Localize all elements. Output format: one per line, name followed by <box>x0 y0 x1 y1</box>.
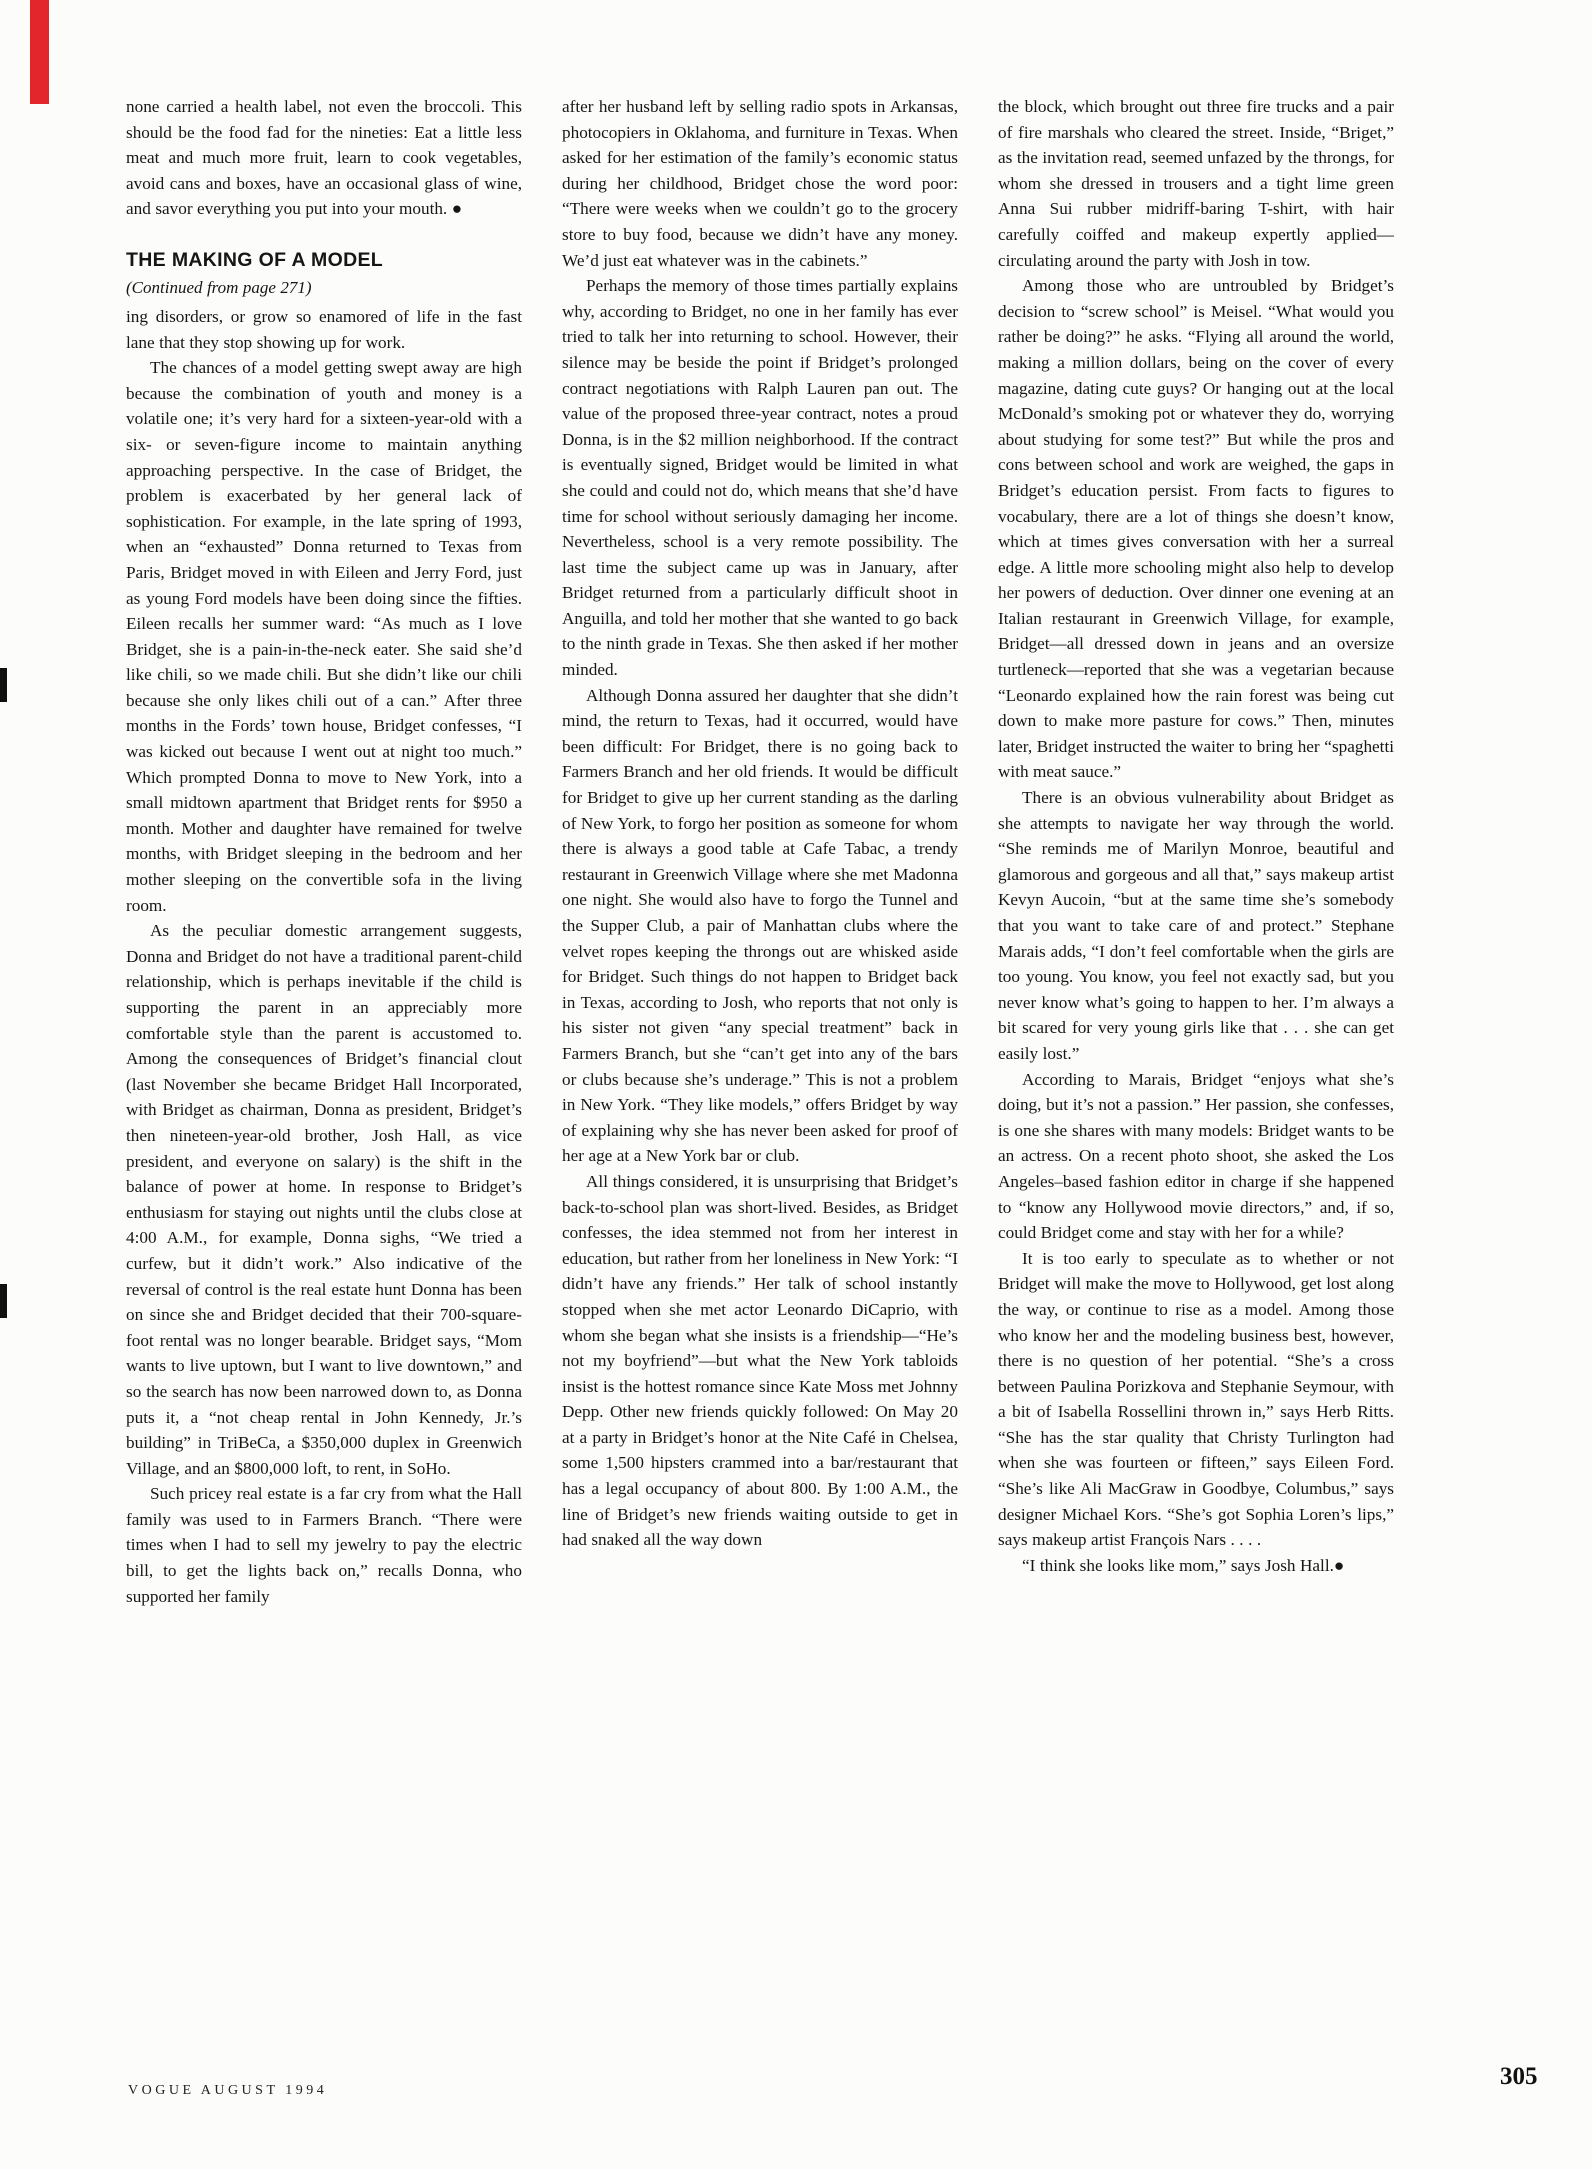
body-paragraph: Among those who are untroubled by Bridget’s decision to “screw school” is Meisel. “What would you rather be doing?” he asks. “Flying all around the world, making a million dollars, being on the cover of every magazine, dating cute guys? Or hanging out at the local McDonald’s smoking pot or whatever they do, worrying about studying for some test?” But while the pros and cons between school and work are weighed, the gaps in Bridget’s education persist. From facts to figures to vocabulary, there are a lot of things she doesn’t know, which at times gives conversation with her a surreal edge. A little more schooling might also help to develop her powers of deduction. Over dinner one evening at an Italian restaurant in Greenwich Village, for example, Bridget—all dressed down in jeans and an oversize turtleneck—reported that she was a vegetarian because “Leonardo explained how the rain forest was being cut down to make more pasture for cows.” Then, minutes later, Bridget instructed the waiter to bring her “spaghetti with meat sauce.” <box>998 276 1394 782</box>
body-paragraph: Such pricey real estate is a far cry from what the Hall family was used to in Farmers Branch. “There were times when I had to sell my jewelry to pay the electric bill, to get the lights back on,” recalls Donna, who supported her family <box>126 1484 522 1606</box>
body-paragraph: According to Marais, Bridget “enjoys what she’s doing, but it’s not a passion.” Her passion, she confesses, is one she shares with many models: Bridget wants to be an actress. On a recent photo shoot, she asked the Los Angeles–based fashion editor in charge if she happened to “know any Hollywood movie directors,” and, if so, could Bridget come and stay with her for a while? <box>998 1069 1394 1243</box>
red-edge-mark <box>30 0 49 104</box>
body-paragraph: It is too early to speculate as to whether or not Bridget will make the move to Hollywood, get lost along the way, or continue to rise as a model. Among those who know her and the modeling business best, however, there is no question of her potential. “She’s a cross between Paulina Porizkova and Stephanie Seymour, with a bit of Isabella Rossellini thrown in,” says Herb Ritts. “She has the star quality that Christy Turlington had when she was fourteen or fifteen,” says Eileen Ford. “She’s like Ali MacGraw in Goodbye, Columbus,” says designer Michael Kors. “She’s got Sophia Loren’s lips,” says makeup artist François Nars . . . . <box>998 1248 1394 1550</box>
body-paragraph: Although Donna assured her daughter that she didn’t mind, the return to Texas, had it occurred, would have been difficult: For Bridget, there is no going back to Farmers Branch and her old friends. It would be difficult for Bridget to give up her current standing as the darling of New York, to forgo her position as someone for whom there is always a good table at Cafe Tabac, a trendy restaurant in Greenwich Village where she met Madonna one night. She would also have to forgo the Tunnel and the Supper Club, a pair of Manhattan clubs where the velvet ropes keeping the throngs out are whisked aside for Bridget. Such things do not happen to Bridget back in Texas, according to Josh, who reports that not only is his sister not given “any special treatment” back in Farmers Branch, but she “can’t get into any of the bars or clubs because she’s underage.” This is not a problem in New York. “They like models,” offers Bridget by way of explaining why she has never been asked for proof of her age at a New York bar or club. <box>562 685 958 1166</box>
body-paragraph: “I think she looks like mom,” says Josh Hall.● <box>1022 1555 1345 1575</box>
body-paragraph: All things considered, it is unsurprising that Bridget’s back-to-school plan was short-lived. Besides, as Bridget confesses, the idea stemmed not from her interest in education, but rather from her loneliness in New York: “I didn’t have any friends.” Her talk of school instantly stopped when she met actor Leonardo DiCaprio, with whom she began what she insists is a friendship—“He’s not my boyfriend”—but what the New York tabloids insist is the hottest romance since Kate Moss met Johnny Depp. Other new friends quickly followed: On May 20 at a party in Bridget’s honor at the Nite Café in Chelsea, some 1,500 hipsters crammed into a bar/restaurant that has a legal occupancy of about 800. By 1:00 A.M., the line of Bridget’s new friends waiting outside to get in had snaked all the way down <box>562 1171 958 1550</box>
magazine-footer: VOGUE AUGUST 1994 <box>128 2083 328 2098</box>
registration-mark <box>0 1284 7 1318</box>
page-number: 305 <box>1500 2063 1538 2090</box>
registration-mark <box>0 668 7 702</box>
body-paragraph: after her husband left by selling radio spots in Arkansas, photocopiers in Oklahoma, and furniture in Texas. When asked for her estimation of the family’s economic status during her childhood, Bridget chose the word poor: “There were weeks when we couldn’t go to the grocery store to buy food, because we didn’t have any money. We’d just eat whatever was in the cabinets.” <box>562 97 958 270</box>
column-1 <box>126 94 522 1609</box>
body-paragraph: There is an obvious vulnerability about Bridget as she attempts to navigate her way through the world. “She reminds me of Marilyn Monroe, beautiful and glamorous and gorgeous and all that,” says makeup artist Kevyn Aucoin, “but at the same time she’s somebody that you want to take care of and protect.” Stephane Marais adds, “I don’t feel comfortable when the girls are too young. You know, you feel not exactly sad, but you never know what’s going to happen to her. I’m always a bit scared for very young girls like that . . . she can get easily lost.” <box>998 788 1394 1063</box>
body-paragraph: the block, which brought out three fire trucks and a pair of fire marshals who cleared the street. Inside, “Briget,” as the invitation read, seemed unfazed by the throngs, for whom she dressed in trousers and a tight lime green Anna Sui rubber midriff-baring T-shirt, with hair carefully coiffed and makeup expertly applied—circulating around the party with Josh in tow. <box>998 97 1394 270</box>
column-2 <box>562 94 958 1609</box>
body-paragraph: The chances of a model getting swept away are high because the combination of youth and money is a volatile one; it’s very hard for a sixteen-year-old with a six- or seven-figure income to maintain anything approaching perspective. In the case of Bridget, the problem is exacerbated by her general lack of sophistication. For example, in the late spring of 1993, when an “exhausted” Donna returned to Texas from Paris, Bridget moved in with Eileen and Jerry Ford, just as young Ford models have been doing since the fifties. Eileen recalls her summer ward: “As much as I love Bridget, she is a pain-in-the-neck eater. She said she’d like chili, so we made chili. But she didn’t like our chili because she only likes chili out of a can.” After three months in the Fords’ town house, Bridget confesses, “I was kicked out because I went out at night too much.” Which prompted Donna to move to New York, into a small midtown apartment that Bridget rents for $950 a month. Mother and daughter have remained for twelve months, with Bridget sleeping in the bedroom and her mother sleeping on the convertible sofa in the living room. <box>126 358 522 915</box>
section-heading: THE MAKING OF A MODEL <box>126 248 383 271</box>
body-paragraph: ing disorders, or grow so enamored of life in the fast lane that they stop showing up for work. <box>126 306 522 352</box>
body-paragraph: As the peculiar domestic arrangement suggests, Donna and Bridget do not have a traditional parent-child relationship, which is perhaps inevitable if the child is supporting the parent in an appreciably more comfortable style than the parent is accustomed to. Among the consequences of Bridget’s financial clout (last November she became Bridget Hall Incorporated, with Bridget as chairman, Donna as president, Bridget’s then nineteen-year-old brother, Josh Hall, as vice president, and everyone on salary) is the shift in the balance of power at home. In response to Bridget’s enthusiasm for staying out nights until the clubs close at 4:00 A.M., for example, Donna sighs, “We tried a curfew, but it didn’t work.” Also indicative of the reversal of control is the real estate hunt Donna has been on since she and Bridget decided that their 700-square-foot rental was no longer bearable. Bridget says, “Mom wants to live uptown, but I want to live downtown,” and so the search has now been narrowed down to, as Donna puts it, a “not cheap rental in John Kennedy, Jr.’s building” in TriBeCa, a $350,000 duplex in Greenwich Village, and an $800,000 loft, to rent, in SoHo. <box>126 921 522 1478</box>
continued-from-line: (Continued from page 271) <box>126 277 312 297</box>
body-paragraph: none carried a health label, not even the broccoli. This should be the food fad for the nineties: Eat a little less meat and much more fruit, learn to cook vegetables, avoid cans and boxes, have an occasional glass of wine, and savor everything you put into your mouth. ● <box>126 97 522 219</box>
article-body <box>126 94 1394 1609</box>
column-3 <box>998 94 1394 1609</box>
body-paragraph: Perhaps the memory of those times partially explains why, according to Bridget, no one in her family has ever tried to talk her into returning to school. However, their silence may be beside the point if Bridget’s prolonged contract negotiations with Ralph Lauren pan out. The value of the proposed three-year contract, notes a proud Donna, is in the $2 million neighborhood. If the contract is eventually signed, Bridget would be limited in what she could and could not do, which means that she’d have time for school without seriously damaging her income. Nevertheless, school is a very remote possibility. The last time the subject came up was in January, after Bridget returned from a particularly difficult shoot in Anguilla, and told her mother that she wanted to go back to the ninth grade in Texas. She then asked if her mother minded. <box>562 276 958 680</box>
